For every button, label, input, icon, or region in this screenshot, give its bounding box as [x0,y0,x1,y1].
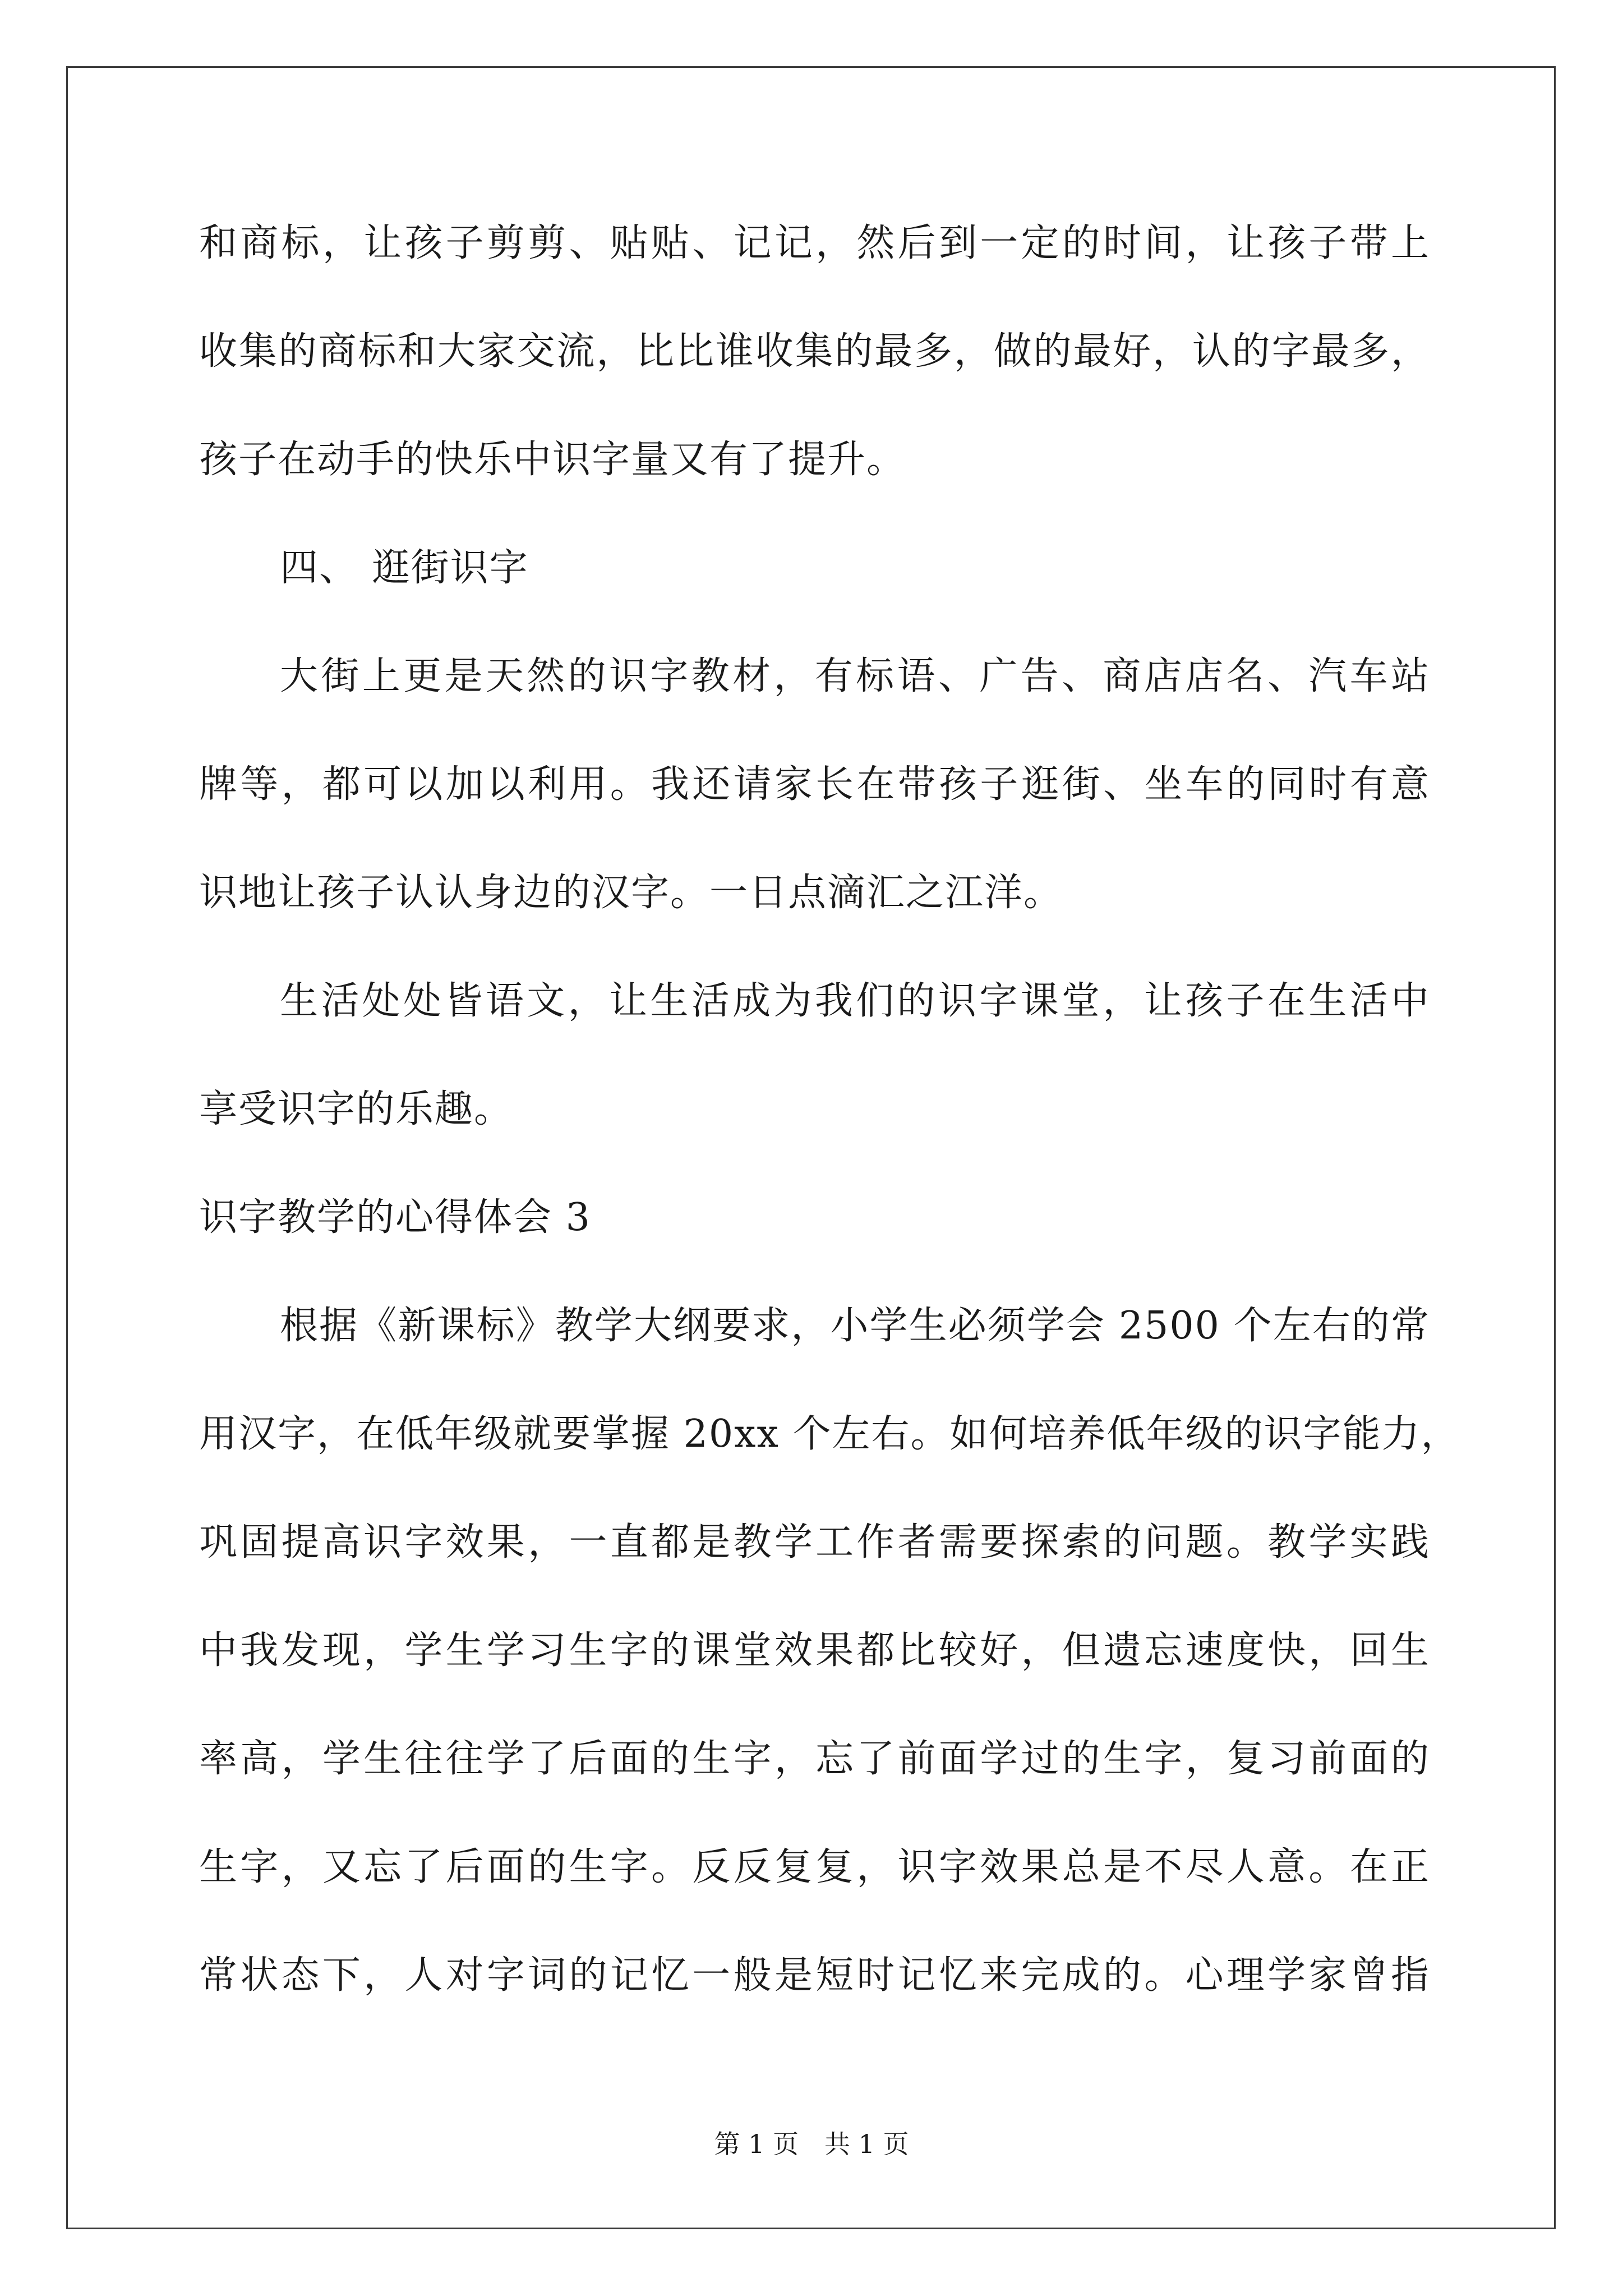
paragraph-line: 常状态下，人对字词的记忆一般是短时记忆来完成的。心理学家曾指 [199,1953,1430,1998]
paragraph-line: 根据《新课标》教学大纲要求，小学生必须学会 2500 个左右的常 [280,1304,1430,1348]
paragraph-line: 牌等，都可以加以利用。我还请家长在带孩子逛街、坐车的同时有意 [199,762,1430,807]
paragraph-line: 率高，学生往往学了后面的生字，忘了前面学过的生字，复习前面的 [199,1737,1430,1781]
section-heading: 四、 逛街识字 [280,546,529,590]
paragraph-line: 大街上更是天然的识字教材，有标语、广告、商店店名、汽车站 [280,654,1430,698]
page-number-footer: 第 1 页 共 1 页 [714,2129,909,2159]
document-body [199,216,1460,2056]
paragraph-line: 孩子在动手的快乐中识字量又有了提升。 [199,438,906,482]
paragraph-line: 生活处处皆语文，让生活成为我们的识字课堂，让孩子在生活中 [280,979,1430,1023]
paragraph-line: 收集的商标和大家交流，比比谁收集的最多，做的最好，认的字最多， [199,329,1430,374]
paragraph-line: 和商标，让孩子剪剪、贴贴、记记，然后到一定的时间，让孩子带上 [199,221,1430,265]
paragraph-line: 中我发现，学生学习生字的课堂效果都比较好，但遗忘速度快，回生 [199,1628,1430,1673]
paragraph-line: 识地让孩子认认身边的汉字。一日点滴汇之江洋。 [199,871,1063,915]
article-title: 识字教学的心得体会 3 [199,1195,591,1240]
paragraph-line: 用汉字，在低年级就要掌握 20xx 个左右。如何培养低年级的识字能力， [199,1412,1460,1456]
paragraph-line: 享受识字的乐趣。 [199,1087,514,1131]
paragraph-line: 巩固提高识字效果，一直都是教学工作者需要探索的问题。教学实践 [199,1520,1430,1565]
paragraph-line: 生字，又忘了后面的生字。反反复复，识字效果总是不尽人意。在正 [199,1845,1430,1889]
